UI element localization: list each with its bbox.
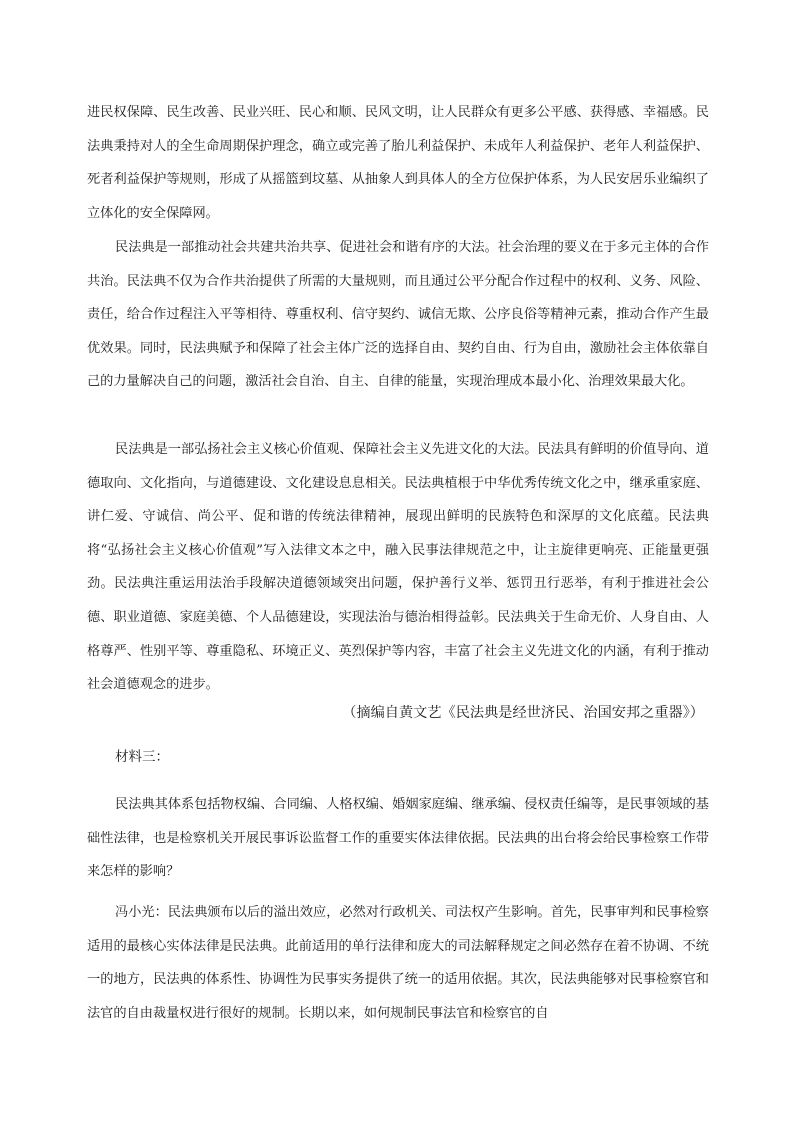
paragraph-feng-xiaoguang: 冯小光：民法典颁布以后的溢出效应，必然对行政机关、司法权产生影响。首先，民事审判和民事检察适用的最核心实体法律是民法典。此前适用的单行法律和庞大的司法解释规定之间必然存在着不协调、不统一的地方，民法典的体系性、协调性为民事实务提供了统一的适用依据。其次，民法典能够对民事检察官和法官的自由裁量权进行很好的规制。长期以来，如何规制民事法官和检察官的自 <box>87 905 709 1021</box>
paragraph-civil-code-system: 民法典其体系包括物权编、合同编、人格权编、婚姻家庭编、继承编、侵权责任编等，是民事领域的基础性法律，也是检察机关开展民事诉讼监督工作的重要实体法律依据。民法典的出台将会给民事检察工作带来怎样的影响？ <box>87 797 709 880</box>
paragraph-core-values: 民法典是一部弘扬社会主义核心价值观、保障社会主义先进文化的大法。民法具有鲜明的价值导向、道德取向、文化指向，与道德建设、文化建设息息相关。民法典植根于中华优秀传统文化之中，继承重家庭、讲仁爱、守诚信、尚公平、促和谐的传统法律精神，展现出鲜明的民族特色和深厚的文化底蕴。民法典将“弘扬社会主义核心价值观”写入法律文本之中，融入民事法律规范之中，让主旋律更响亮、正能量更强劲。民法典注重运用法治手段解决道德领域突出问题，保护善行义举、惩罚丑行恶举，有利于推进社会公德、职业道德、家庭美德、个人品德建设，实现法治与德治相得益彰。民法典关于生命无价、人身自由、人格尊严、性别平等、尊重隐私、环境正义、英烈保护等内容，丰富了社会主义先进文化的内涵，有利于推动社会道德观念的进步。 <box>87 442 709 693</box>
paragraph-people-rights: 进民权保障、民生改善、民业兴旺、民心和顺、民风文明，让人民群众有更多公平感、获得感、幸福感。民法典秉持对人的全生命周期保护理念，确立或完善了胎儿利益保护、未成年人利益保护、老年人利益保护、死者利益保护等规则，形成了从摇篮到坟墓、从抽象人到具体人的全方位保护体系，为人民安居乐业编织了立体化的安全保障网。 <box>87 105 709 221</box>
paragraph-social-governance: 民法典是一部推动社会共建共治共享、促进社会和谐有序的大法。社会治理的要义在于多元主体的合作共治。民法典不仅为合作共治提供了所需的大量规则，而且通过公平分配合作过程中的权利、义务、风险、责任，给合作过程注入平等相待、尊重权利、信守契约、诚信无欺、公序良俗等精神元素，推动合作产生最优效果。同时，民法典赋予和保障了社会主体广泛的选择自由、契约自由、行为自由，激励社会主体依靠自己的力量解决自己的问题，激活社会自治、自主、自律的能量，实现治理成本最小化、治理效果最大化。 <box>87 240 709 390</box>
material-three-label: 材料三： <box>115 749 169 765</box>
source-citation: （摘编自黄文艺《民法典是经世济民、治国安邦之重器》） <box>342 705 704 721</box>
